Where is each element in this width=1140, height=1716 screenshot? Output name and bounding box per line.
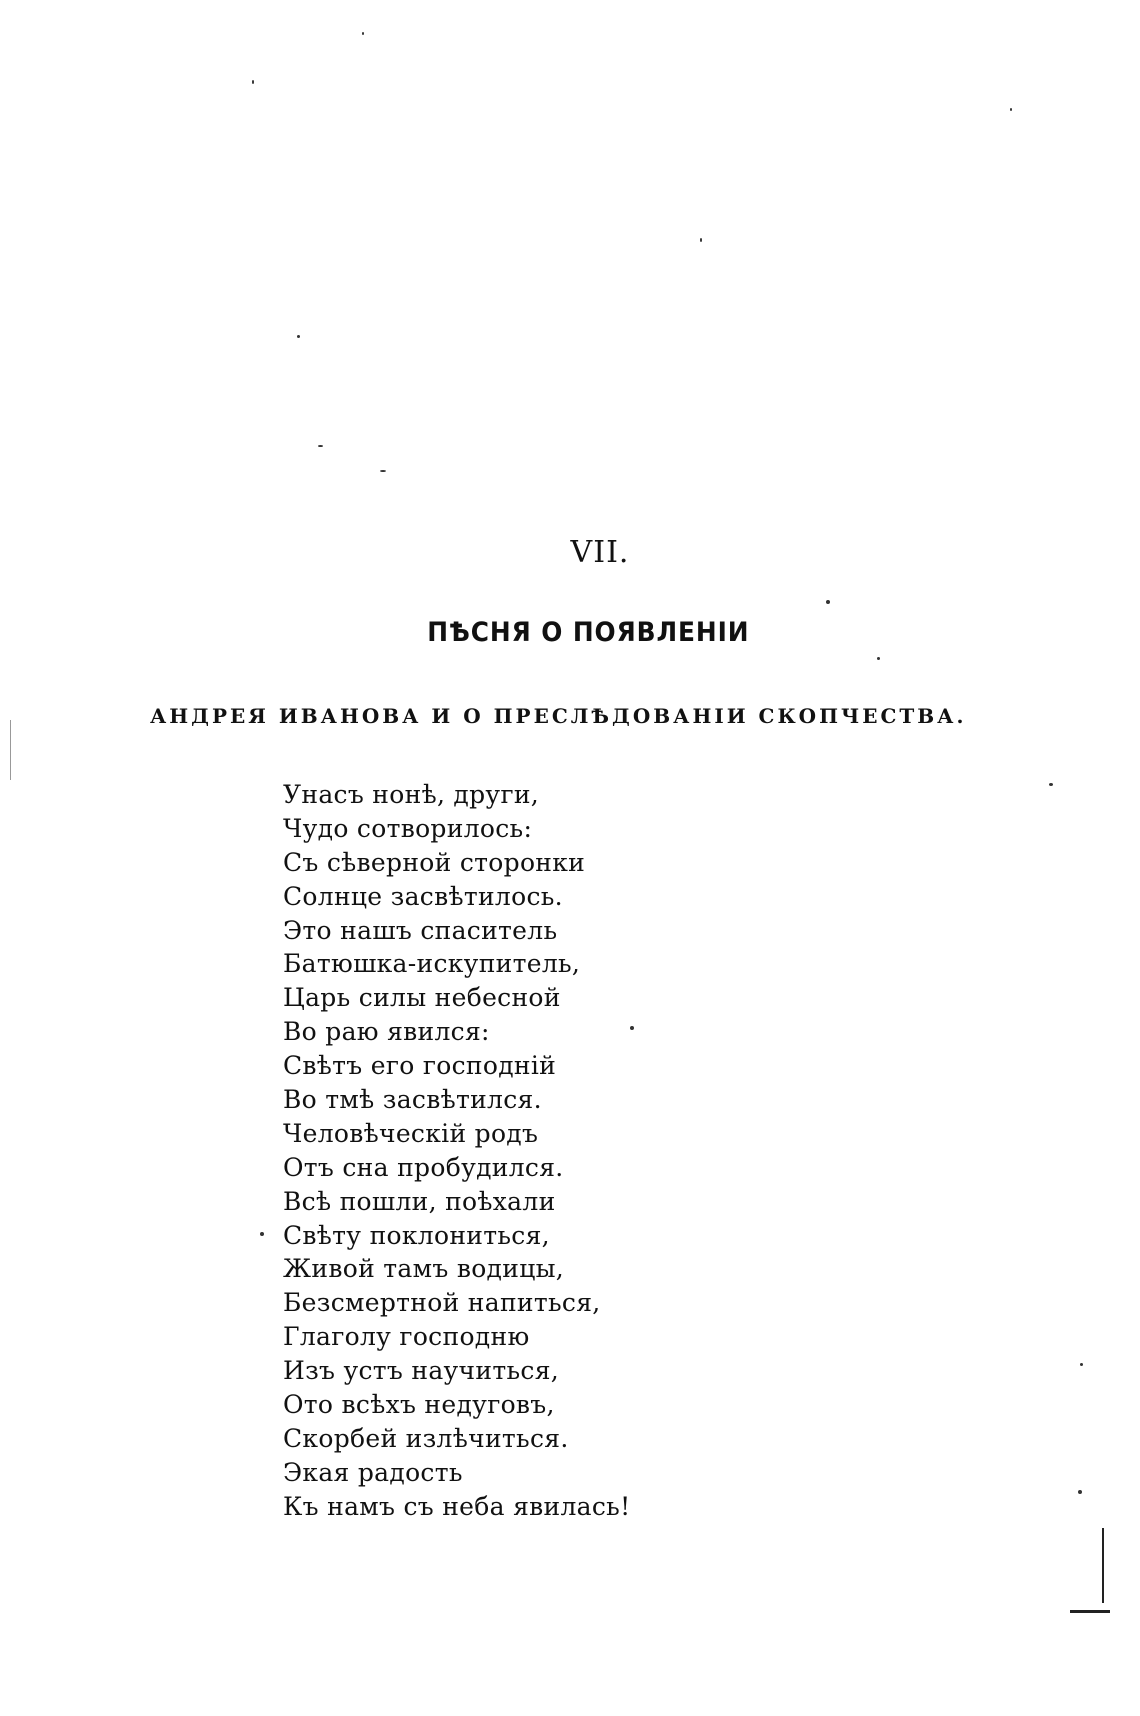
poem-line: Безсмертной напиться, bbox=[283, 1288, 601, 1318]
poem-line: Живой тамъ водицы, bbox=[283, 1254, 565, 1284]
poem-line: Человѣческій родъ bbox=[283, 1118, 539, 1148]
scan-speck bbox=[630, 1026, 634, 1030]
poem-line: Во тмѣ засвѣтился. bbox=[283, 1085, 542, 1115]
scan-speck bbox=[318, 445, 323, 447]
scan-speck bbox=[1010, 108, 1012, 111]
poem-line: Всѣ пошли, поѣхали bbox=[283, 1186, 556, 1216]
scan-speck bbox=[877, 657, 880, 660]
scan-speck bbox=[260, 1232, 264, 1236]
scan-speck bbox=[826, 600, 830, 604]
poem-line: Царь силы небесной bbox=[283, 983, 561, 1013]
poem-line: Глаголу господню bbox=[283, 1322, 530, 1352]
scan-speck bbox=[362, 32, 364, 35]
scan-speck bbox=[700, 238, 702, 242]
margin-mark-right bbox=[1102, 1528, 1104, 1603]
margin-mark-left bbox=[10, 720, 11, 780]
poem-line: Отъ сна пробудился. bbox=[283, 1152, 564, 1182]
poem-line: Чудо сотворилось: bbox=[283, 813, 533, 843]
chapter-number: VII. bbox=[570, 535, 630, 570]
scan-speck bbox=[297, 335, 300, 338]
poem-line: Изъ устъ научиться, bbox=[283, 1356, 560, 1386]
poem-line: Экая радость bbox=[283, 1457, 463, 1487]
margin-dash bbox=[1070, 1610, 1110, 1613]
poem-line: Съ сѣверной сторонки bbox=[283, 847, 586, 877]
poem-line: Батюшка-искупитель, bbox=[283, 949, 581, 979]
song-title: ПѢСНЯ О ПОЯВЛЕНІИ bbox=[427, 617, 750, 648]
poem-line: Свѣтъ его господній bbox=[283, 1051, 557, 1081]
poem-line: Скорбей излѣчиться. bbox=[283, 1423, 569, 1453]
poem-line: Къ намъ съ неба явилась! bbox=[283, 1491, 631, 1521]
scan-speck bbox=[1078, 1490, 1082, 1494]
scan-speck bbox=[1080, 1363, 1083, 1366]
poem-line: Ото всѣхъ недуговъ, bbox=[283, 1390, 555, 1420]
poem-line: Во раю явился: bbox=[283, 1017, 490, 1047]
poem-line: Это нашъ спаситель bbox=[283, 915, 558, 945]
scan-speck bbox=[1049, 783, 1053, 786]
scan-speck bbox=[380, 470, 386, 472]
song-subtitle: АНДРЕЯ ИВАНОВА И О ПРЕСЛѢДОВАНІИ СКОПЧЕСТВА. bbox=[150, 704, 967, 728]
scan-speck bbox=[252, 80, 254, 84]
poem-line: Унасъ нонѣ, други, bbox=[283, 780, 540, 809]
poem bbox=[283, 778, 630, 1524]
poem-line: Свѣту поклониться, bbox=[283, 1220, 550, 1250]
poem-line: Солнце засвѣтилось. bbox=[283, 881, 563, 911]
